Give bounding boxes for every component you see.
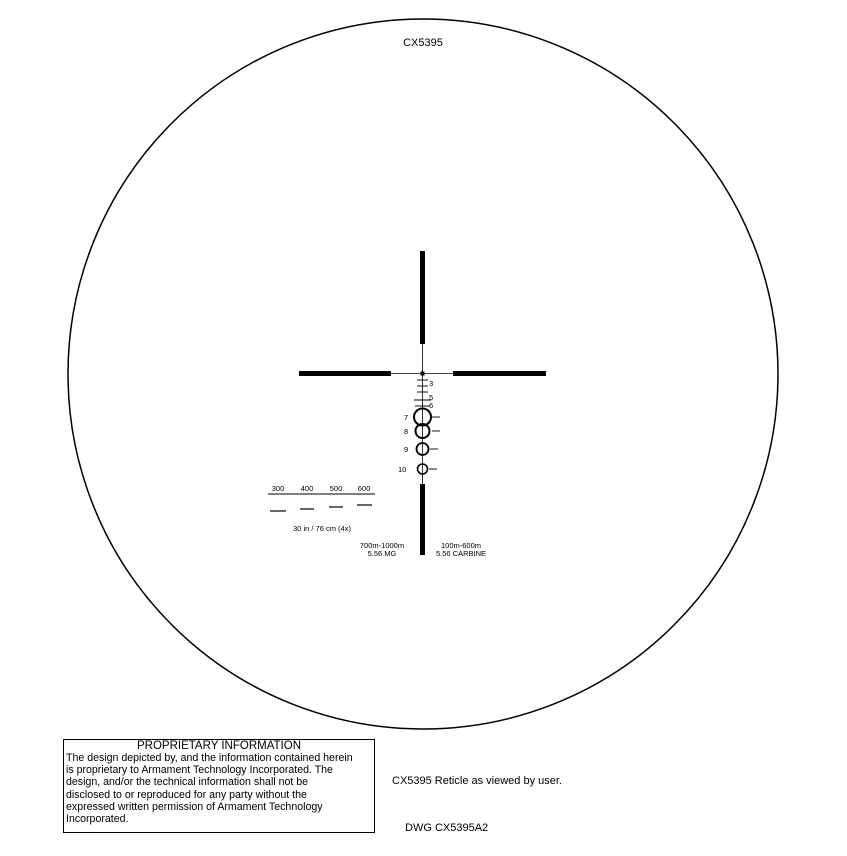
notice-line: expressed written permission of Armament Technology [66,800,323,813]
scale-distance-500: 500 [329,484,343,493]
center-dot [421,372,425,376]
scale-distance-600: 600 [357,484,371,493]
ranging-scale [268,484,375,533]
range-label-8: 8 [404,427,409,436]
notice-line: The design depicted by, and the information contained herein [66,752,353,764]
scale-caption: 30 in / 76 cm (4x) [293,524,351,533]
model-label: CX5395 [403,37,443,49]
scale-distance-300: 300 [271,484,285,493]
range-label-6: 6 [429,401,434,410]
range-label-9: 9 [404,445,409,454]
drawing-number: DWG CX5395A2 [405,822,489,834]
range-label-10: 10 [398,465,407,474]
top-post [420,251,425,344]
right-group-range: 100m-600m [440,541,482,550]
notice-line: design, and/or the technical information shall not be [66,776,309,789]
notice-body [66,752,372,825]
right-post [453,371,546,376]
left-group-range: 700m-1000m [359,541,405,550]
left-group-weapon: 5.56 MG [367,549,397,558]
left-post [299,371,391,376]
notice-line: disclosed to or reproduced for any party without the [66,788,307,801]
range-label-7: 7 [404,413,409,422]
scale-distance-400: 400 [300,484,314,493]
notice-line: Incorporated. [66,813,129,826]
notice-line: is proprietary to Armament Technology Incorporated. The [66,764,333,777]
range-label-5: 5 [429,393,434,402]
range-label-3: 3 [429,379,434,388]
notice-title: PROPRIETARY INFORMATION [137,740,301,752]
bottom-post [420,484,425,555]
reticle-caption: CX5395 Reticle as viewed by user. [392,775,562,787]
proprietary-notice [63,739,375,833]
right-group-weapon: 5.56 CARBINE [435,549,487,558]
